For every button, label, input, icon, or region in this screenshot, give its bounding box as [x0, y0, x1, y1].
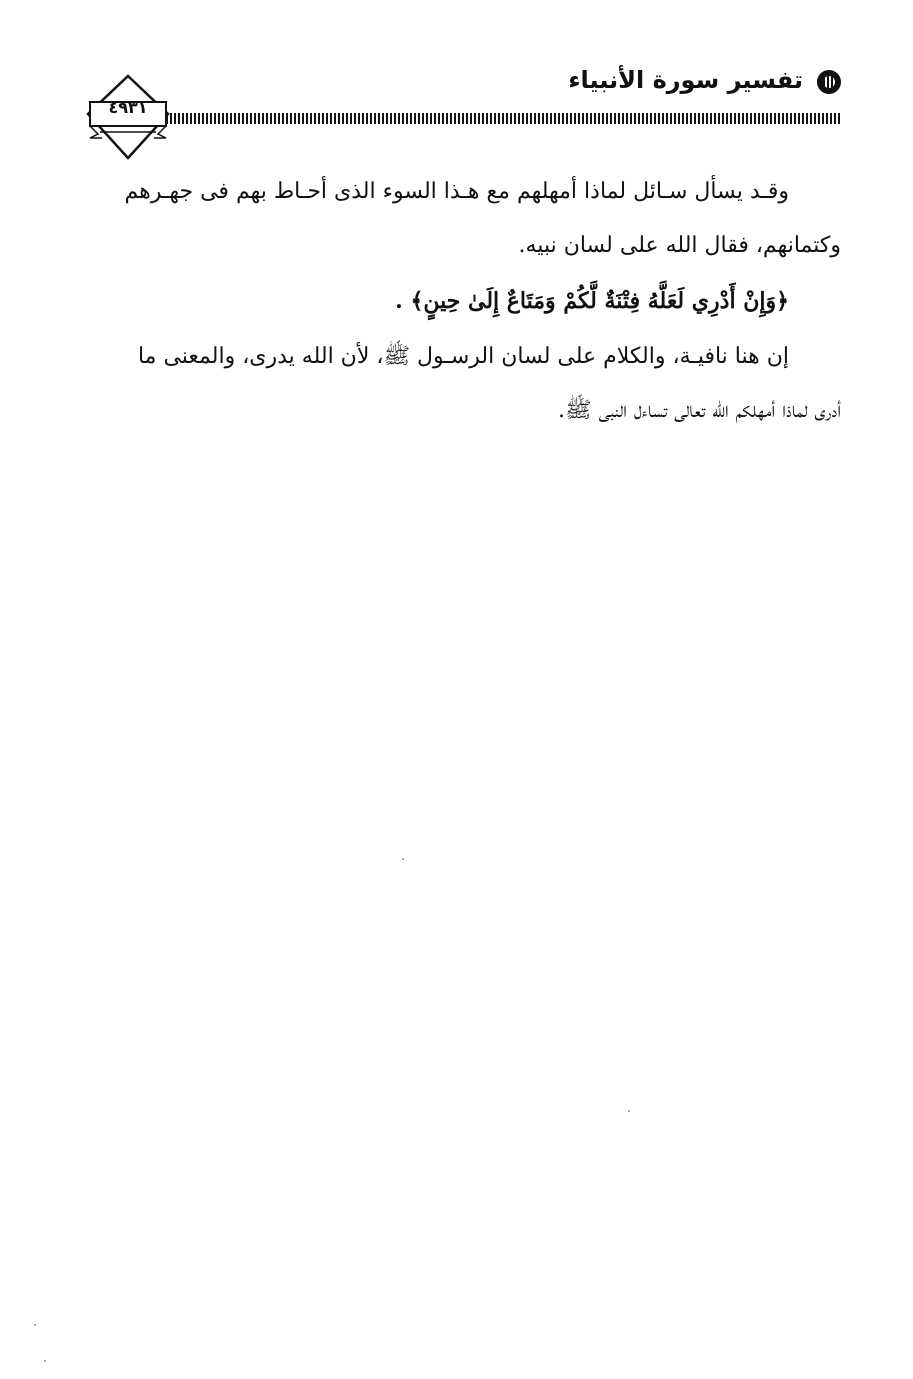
page-number-badge-icon — [86, 74, 170, 160]
paragraph-1-line-2: وكتمانهم، فقال الله على لسان نبيه. — [518, 233, 841, 258]
scan-speck — [44, 1360, 46, 1362]
page-header-title: تفسير سورة الأنبياء — [568, 66, 803, 94]
quran-verse — [86, 274, 841, 328]
scan-speck — [34, 1324, 36, 1326]
paragraph-2 — [86, 330, 841, 438]
paragraph-2-line-2: أدرى لماذا أمهلكم الله تعالى تساءل النبى ﷺ. — [558, 398, 841, 423]
scan-speck — [628, 1110, 630, 1112]
page-number: ٤٩٣١ — [108, 98, 148, 117]
paragraph-1-line-1-text: وقـد يسأل سـائل لماذا أمهلهم مع هـذا السوء الذى أحـاط بهم فى جهـرهم — [124, 179, 789, 204]
header-rule — [158, 113, 841, 124]
paragraph-2-line-1 — [86, 330, 841, 384]
paragraph-1 — [86, 165, 841, 273]
header-ornament-icon — [817, 70, 841, 94]
quran-verse-text: ﴿وَإِنْ أَدْرِي لَعَلَّهُ فِتْنَةٌ لَّكُمْ وَمَتَاعٌ إِلَىٰ حِينٍ﴾ . — [395, 288, 789, 314]
paragraph-1-line-1 — [86, 165, 841, 219]
paragraph-2-line-1-text: إن هنا نافيـة، والكلام على لسان الرسـول ﷺ، لأن الله يدرى، والمعنى ما — [137, 344, 789, 369]
scan-speck — [402, 858, 404, 860]
